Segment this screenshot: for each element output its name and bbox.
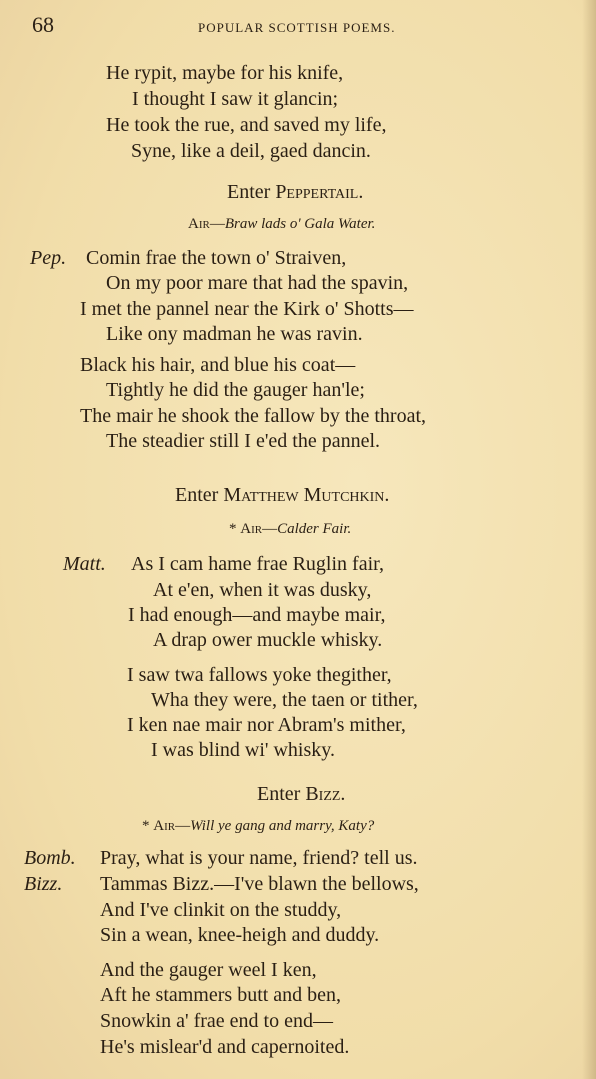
enter-word: Enter bbox=[257, 783, 301, 805]
verse-line: Black his hair, and blue his coat— bbox=[80, 354, 356, 376]
verse-line: The steadier still I e'ed the pannel. bbox=[106, 430, 381, 452]
speaker-label: Pep. bbox=[30, 247, 67, 269]
air-line: Air—Braw lads o' Gala Water. bbox=[188, 216, 376, 232]
verse-line: Pray, what is your name, friend? tell us. bbox=[100, 847, 418, 869]
verse-line: He rypit, maybe for his knife, bbox=[106, 62, 344, 84]
page-header bbox=[0, 6, 596, 40]
tune-name: Braw lads o' Gala Water. bbox=[224, 216, 376, 232]
verse-line: I met the pannel near the Kirk o' Shotts— bbox=[80, 298, 414, 320]
air-prefix: * bbox=[142, 818, 154, 834]
verse-line: And I've clinkit on the studdy, bbox=[100, 899, 342, 921]
tune-name: Will ye gang and marry, Katy? bbox=[190, 818, 375, 834]
air-label: Air bbox=[240, 521, 263, 537]
character-name: Matthew Mutchkin. bbox=[223, 484, 390, 506]
enter-word: Enter bbox=[227, 181, 271, 203]
verse-line: I was blind wi' whisky. bbox=[151, 739, 335, 761]
air-line: * Air—Calder Fair. bbox=[229, 521, 352, 537]
verse-line: On my poor mare that had the spavin, bbox=[106, 272, 409, 294]
enter-word: Enter bbox=[175, 484, 219, 506]
air-prefix: * bbox=[229, 521, 241, 537]
running-head: POPULAR SCOTTISH POEMS. bbox=[198, 20, 396, 35]
verse-line: He's mislear'd and capernoited. bbox=[100, 1036, 350, 1058]
verse-line: Tammas Bizz.—I've blawn the bellows, bbox=[100, 873, 419, 895]
speaker-label-bizz: Bizz. bbox=[24, 873, 63, 895]
verse-line: Comin frae the town o' Straiven, bbox=[86, 247, 347, 269]
verse-line: Like ony madman he was ravin. bbox=[106, 323, 363, 345]
verse-line: Sin a wean, knee-heigh and duddy. bbox=[100, 924, 380, 946]
stage-direction bbox=[257, 782, 345, 806]
speaker-label-bomb: Bomb. bbox=[24, 847, 76, 869]
verse-line: Tightly he did the gauger han'le; bbox=[106, 379, 365, 401]
speaker-label: Matt. bbox=[63, 553, 106, 575]
verse-line: The mair he shook the fallow by the throat, bbox=[80, 405, 427, 427]
verse-line: Snowkin a' frae end to end— bbox=[100, 1010, 333, 1032]
verse-line: And the gauger weel I ken, bbox=[100, 959, 317, 981]
verse-line: He took the rue, and saved my life, bbox=[106, 114, 387, 136]
character-name: Peppertail. bbox=[275, 181, 364, 203]
page-edge-shadow bbox=[582, 0, 596, 1079]
verse-line: As I cam hame frae Ruglin fair, bbox=[131, 553, 384, 575]
verse-line: At e'en, when it was dusky, bbox=[153, 579, 372, 601]
stage-direction bbox=[175, 483, 389, 507]
verse-line: Aft he stammers butt and ben, bbox=[100, 984, 342, 1006]
air-label: Air bbox=[188, 216, 210, 232]
verse-line: Syne, like a deil, gaed dancin. bbox=[131, 140, 371, 162]
verse-line: I had enough—and maybe mair, bbox=[128, 604, 386, 626]
air-label: Air bbox=[153, 818, 176, 834]
verse-line: I thought I saw it glancin; bbox=[132, 88, 339, 110]
verse-line: Wha they were, the taen or tither, bbox=[151, 689, 418, 711]
tune-name: Calder Fair. bbox=[277, 521, 352, 537]
verse-line: I saw twa fallows yoke thegither, bbox=[127, 664, 392, 686]
air-line: * Air—Will ye gang and marry, Katy? bbox=[142, 818, 375, 834]
verse-line: I ken nae mair nor Abram's mither, bbox=[127, 714, 406, 736]
stage-direction bbox=[227, 180, 363, 204]
page-number: 68 bbox=[32, 12, 54, 37]
character-name: Bizz. bbox=[305, 783, 346, 805]
verse-line: A drap ower muckle whisky. bbox=[153, 629, 383, 651]
